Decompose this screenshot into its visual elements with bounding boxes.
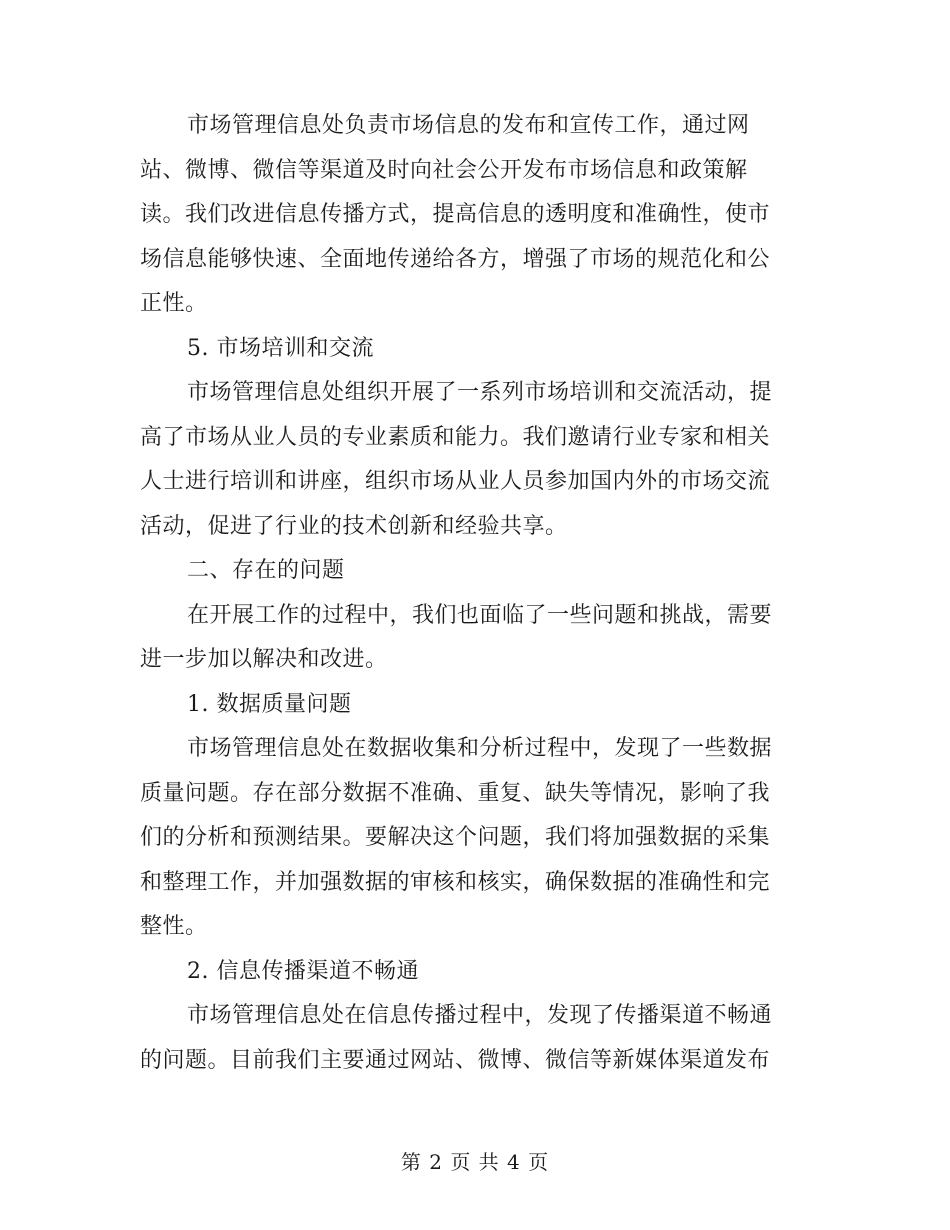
- paragraph-line: 高了市场从业人员的专业素质和能力。我们邀请行业专家和相关: [140, 424, 771, 450]
- document-body: [140, 104, 806, 1083]
- paragraph-line: 进一步加以解决和改进。: [140, 647, 388, 672]
- section-heading: 5. 市场培训和交流: [187, 335, 374, 361]
- paragraph-line: 场信息能够快速、全面地传递给各方，增强了市场的规范化和公: [140, 246, 771, 272]
- page-number-footer: 第 2 页 共 4 页: [400, 1150, 550, 1174]
- paragraph-line: 市场管理信息处在信息传播过程中，发现了传播渠道不畅通: [187, 1003, 773, 1028]
- paragraph-line: 站、微博、微信等渠道及时向社会公开发布市场信息和政策解: [140, 157, 748, 183]
- paragraph-line: 质量问题。存在部分数据不准确、重复、缺失等情况，影响了我: [140, 780, 771, 806]
- paragraph-line: 人士进行培训和讲座，组织市场从业人员参加国内外的市场交流: [140, 469, 771, 494]
- paragraph-line: 市场管理信息处负责市场信息的发布和宣传工作，通过网: [187, 113, 750, 138]
- paragraph-line: 整性。: [140, 914, 208, 939]
- paragraph-line: 正性。: [140, 291, 208, 316]
- paragraph-line: 的问题。目前我们主要通过网站、微博、微信等新媒体渠道发布: [140, 1047, 771, 1073]
- paragraph-line: 们的分析和预测结果。要解决这个问题，我们将加强数据的采集: [140, 825, 771, 850]
- paragraph-line: 读。我们改进信息传播方式，提高信息的透明度和准确性，使市: [140, 202, 771, 227]
- section-heading: 2. 信息传播渠道不畅通: [187, 958, 419, 984]
- paragraph-line: 在开展工作的过程中，我们也面临了一些问题和挑战，需要: [187, 602, 773, 628]
- section-heading: 二、存在的问题: [187, 558, 345, 583]
- paragraph-line: 活动，促进了行业的技术创新和经验共享。: [140, 513, 568, 539]
- paragraph-line: 和整理工作，并加强数据的审核和核实，确保数据的准确性和完: [140, 869, 771, 895]
- paragraph-line: 市场管理信息处在数据收集和分析过程中，发现了一些数据: [187, 736, 773, 761]
- section-heading: 1. 数据质量问题: [187, 691, 352, 717]
- paragraph-line: 市场管理信息处组织开展了一系列市场培训和交流活动，提: [187, 380, 773, 405]
